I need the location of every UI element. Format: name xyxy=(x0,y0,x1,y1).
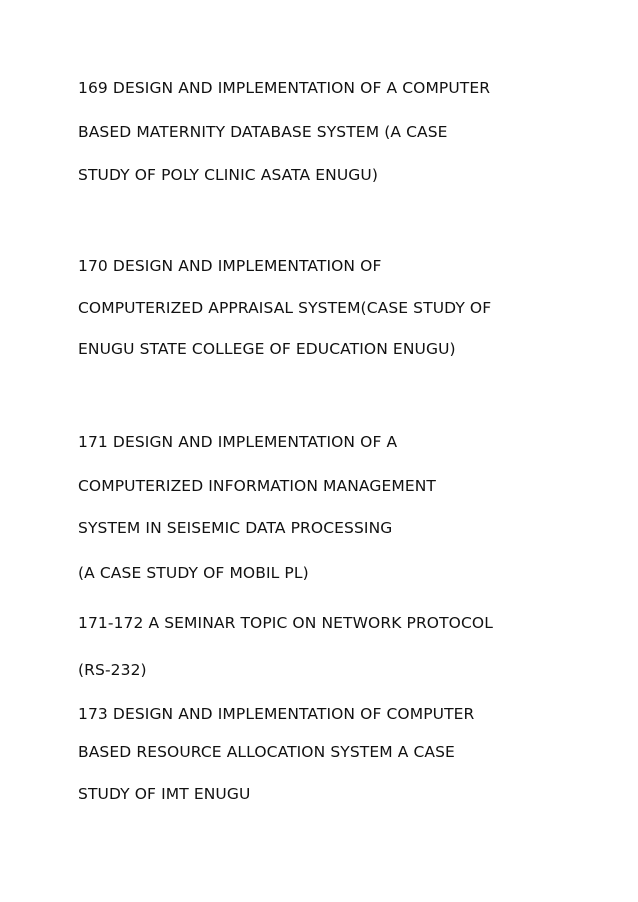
entry-169-line-3: STUDY OF POLY CLINIC ASATA ENUGU) xyxy=(78,166,379,184)
entry-170-line-1: 170 DESIGN AND IMPLEMENTATION OF xyxy=(78,257,382,275)
entry-173-line-3: STUDY OF IMT ENUGU xyxy=(78,785,251,803)
entry-171-line-3: SYSTEM IN SEISEMIC DATA PROCESSING xyxy=(78,519,393,537)
entry-171-line-1: 171 DESIGN AND IMPLEMENTATION OF A xyxy=(78,433,398,451)
entry-171-line-4: (A CASE STUDY OF MOBIL PL) xyxy=(78,564,309,582)
entry-171-172-line-2: (RS-232) xyxy=(78,661,147,679)
entry-171-line-2: COMPUTERIZED INFORMATION MANAGEMENT xyxy=(78,477,436,495)
entry-173-line-1: 173 DESIGN AND IMPLEMENTATION OF COMPUTER xyxy=(78,705,475,723)
entry-171-172-line-1: 171-172 A SEMINAR TOPIC ON NETWORK PROTOCOL xyxy=(78,614,493,632)
entry-169-line-2: BASED MATERNITY DATABASE SYSTEM (A CASE xyxy=(78,123,448,141)
entry-173-line-2: BASED RESOURCE ALLOCATION SYSTEM A CASE xyxy=(78,743,455,761)
entry-170-line-2: COMPUTERIZED APPRAISAL SYSTEM(CASE STUDY OF xyxy=(78,299,492,317)
entry-169-line-1: 169 DESIGN AND IMPLEMENTATION OF A COMPUTER xyxy=(78,79,491,97)
entry-170-line-3: ENUGU STATE COLLEGE OF EDUCATION ENUGU) xyxy=(78,340,456,358)
